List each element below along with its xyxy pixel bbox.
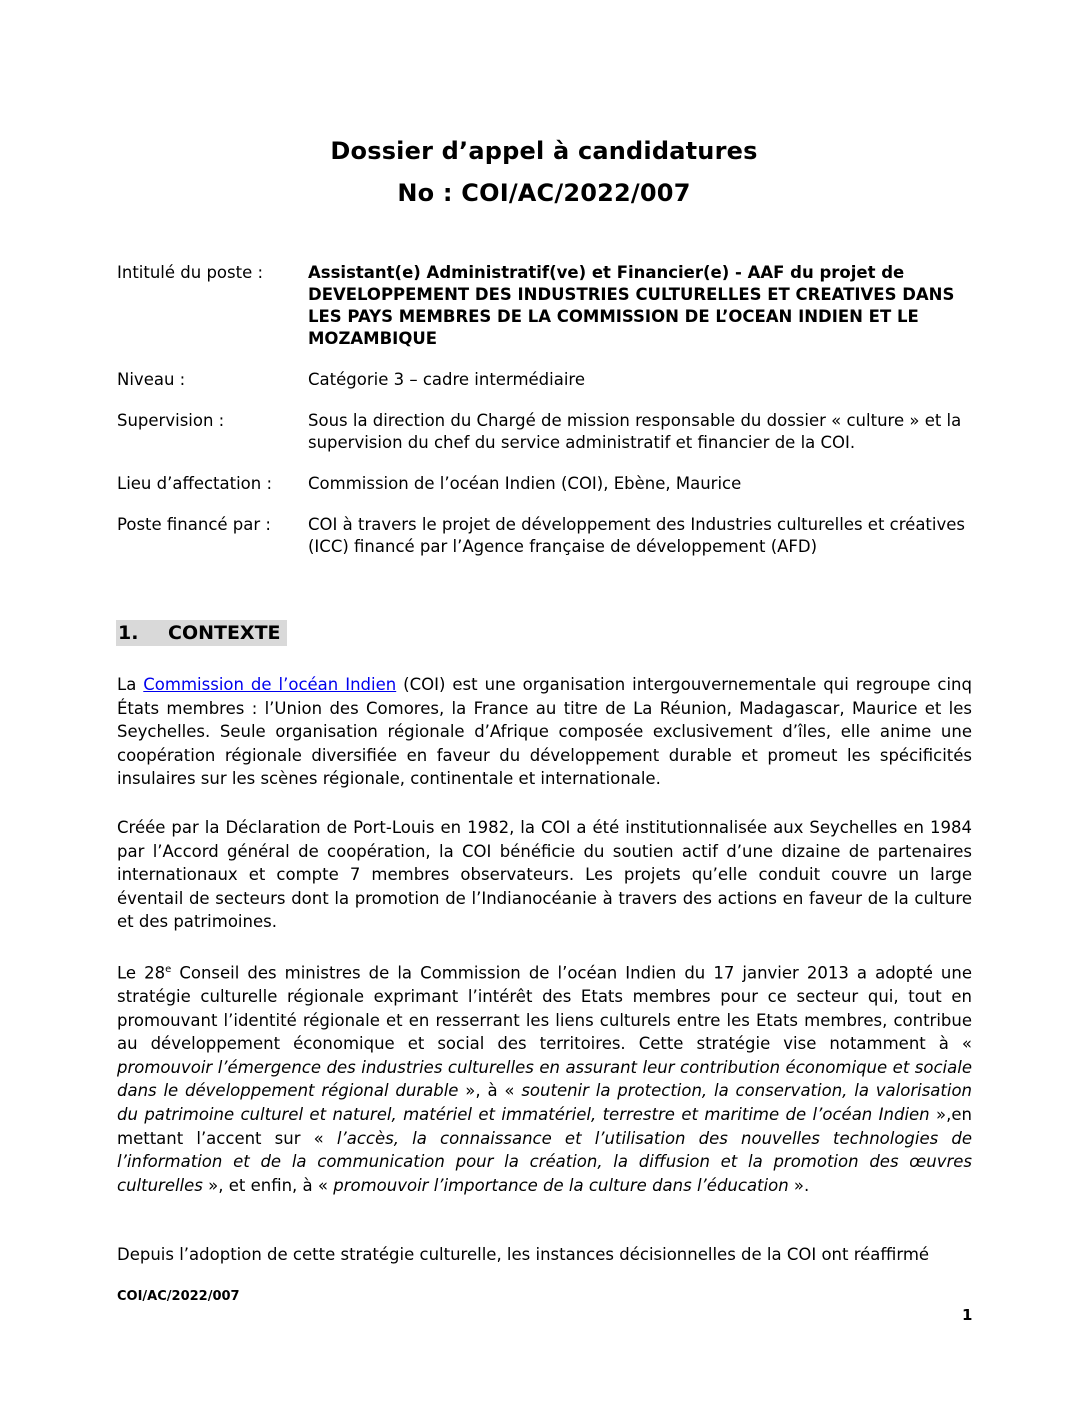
quote-italic: l’accès, la connaissance et l’utilisation des nouvelles technologies de l’information et de la communication pour la création, la diffusion et la promotion des œuvres culturelles <box>117 1128 973 1195</box>
supervision-value: Sous la direction du Chargé de mission responsable du dossier « culture » et la supervision du chef du service administratif et financier de la COI. <box>308 411 962 452</box>
footer-reference: COI/AC/2022/007 <box>117 1289 240 1304</box>
funding-value: COI à travers le projet de développement des Industries culturelles et créatives (ICC) financé par l’Agence française de développement (AFD) <box>308 515 965 556</box>
quote-italic: promouvoir l’émergence des industries culturelles en assurant leur contribution économique et sociale dans le développement régional durable <box>117 1057 972 1101</box>
info-row-supervision <box>117 410 967 454</box>
info-label: Intitulé du poste : <box>117 263 264 282</box>
info-row-financement <box>117 514 967 558</box>
text: (COI) est une organisation intergouvernementale qui regroupe cinq États membres : l’Union des Comores, la France au titre de La Réunion, Madagascar, Maurice et les Seychelles. Seule organisation régionale d’Afrique composée exclusivement d’îles, elle anime une coopération régionale diversifiée en faveur du développement durable et promeut les spécificités insulaires sur les scènes régionale, continentale et internationale. <box>117 675 972 789</box>
info-row-lieu <box>117 473 967 495</box>
text: Conseil des ministres de la Commission de l’océan Indien du 17 janvier 2013 a adopté une stratégie culturelle régionale exprimant l’intérêt des Etats membres pour ce secteur qui, tout en promouvant l’identité régionale et en resserrant les liens culturels entre les Etats membres, contribue au développement économique et social des territoires. Cette stratégie vise notamment à « <box>117 963 972 1054</box>
section-heading-contexte <box>116 620 287 646</box>
job-title-value: Assistant(e) Administratif(ve) et Financier(e) - AAF du projet de DEVELOPPEMENT DES INDUSTRIES CULTURELLES ET CREATIVES DANS LES PAYS MEMBRES DE LA COMMISSION DE L’OCEAN INDIEN ET LE MOZAMBIQUE <box>308 263 955 348</box>
section-number: 1. <box>118 622 139 644</box>
document-reference-number: No : COI/AC/2022/007 <box>397 179 691 207</box>
job-info-table <box>117 262 967 577</box>
paragraph-3 <box>117 958 972 1197</box>
paragraph-2: Créée par la Déclaration de Port-Louis en 1982, la COI a été institutionnalisée aux Seychelles en 1984 par l’Accord général de coopération, la COI bénéficie du soutien actif d’une dizaine de partenaires internationaux et compte 7 membres observateurs. Les projets qu’elle conduit couvre un large éventail de secteurs dont la promotion de l’Indianocéanie à travers des actions en faveur de la culture et des patrimoines. <box>117 818 972 932</box>
quote-italic: soutenir la protection, la conservation, la valorisation du patrimoine culturel et naturel, matériel et immatériel, terrestre et maritime de l’océan Indien <box>117 1081 973 1125</box>
document-title: Dossier d’appel à candidatures <box>330 137 758 165</box>
text: La <box>117 675 144 694</box>
text: ». <box>788 1175 810 1195</box>
superscript: e <box>165 964 172 975</box>
level-value: Catégorie 3 – cadre intermédiaire <box>308 370 586 389</box>
info-label: Poste financé par : <box>117 515 271 534</box>
paragraph-1 <box>117 673 972 791</box>
quote-italic: promouvoir l’importance de la culture dans l’éducation <box>333 1175 789 1195</box>
info-label: Lieu d’affectation : <box>117 474 273 493</box>
text: », et enfin, à « <box>202 1175 334 1195</box>
coi-link[interactable]: Commission de l’océan Indien <box>143 675 397 694</box>
info-row-niveau <box>117 369 967 391</box>
location-value: Commission de l’océan Indien (COI), Ebène, Maurice <box>308 474 742 493</box>
info-row-intitule <box>117 262 967 350</box>
page-number: 1 <box>962 1306 973 1324</box>
info-label: Niveau : <box>117 370 186 389</box>
text: », à « <box>458 1081 522 1101</box>
text: »,en mettant l’accent sur « <box>117 1105 972 1148</box>
info-label: Supervision : <box>117 411 225 430</box>
paragraph-4: Depuis l’adoption de cette stratégie culturelle, les instances décisionnelles de la COI ont réaffirmé <box>117 1245 930 1264</box>
text: Le 28 <box>117 963 166 983</box>
section-title: CONTEXTE <box>168 622 281 644</box>
